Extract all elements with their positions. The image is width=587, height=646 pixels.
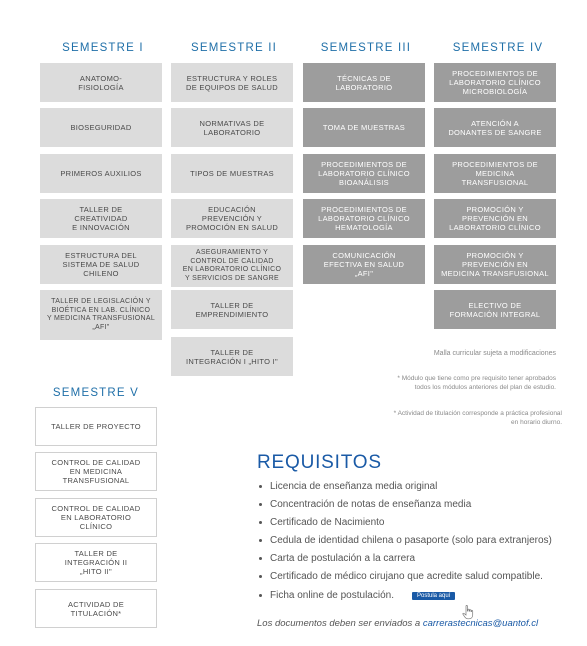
semester-5-title: SEMESTRE V (52, 387, 140, 399)
course-box: TALLER DE INTEGRACIÓN I „HITO I" (171, 337, 293, 376)
modulo-note: * Módulo que tiene como pre requisito tener aprobados todos los módulos anteriores del plan de estudio. (397, 375, 556, 391)
course-box: PROCEDIMIENTOS DE LABORATORIO CLÍNICO HEMATOLOGÍA (303, 199, 425, 238)
course-box: TALLER DE CREATIVIDAD E INNOVACIÓN (40, 199, 162, 238)
req-item (259, 517, 385, 528)
course-box: COMUNICACIÓN EFECTIVA EN SALUD „AFI" (303, 245, 425, 284)
req-item (259, 571, 543, 582)
course-box: ACTIVIDAD DE TITULACIÓN* (35, 589, 157, 628)
course-box: TALLER DE INTEGRACIÓN II „HITO II" (35, 543, 157, 582)
course-box: TOMA DE MUESTRAS (303, 108, 425, 147)
semester-2-title: SEMESTRE II (190, 42, 278, 54)
course-box: ASEGURAMIENTO Y CONTROL DE CALIDAD EN LABORATORIO CLÍNICO Y SERVICIOS DE SANGRE (171, 245, 293, 287)
course-box: NORMATIVAS DE LABORATORIO (171, 108, 293, 147)
req-item (259, 499, 471, 510)
req-item-label: Cedula de identidad chilena o pasaporte (solo para extranjeros) (270, 535, 552, 546)
course-box: PROMOCIÓN Y PREVENCIÓN EN MEDICINA TRANSFUSIONAL (434, 245, 556, 284)
req-item (259, 590, 455, 601)
req-item-label: Licencia de enseñanza media original (270, 481, 438, 492)
course-box: TALLER DE EMPRENDIMIENTO (171, 290, 293, 329)
req-item-label: Certificado de médico cirujano que acredite salud compatible. (270, 571, 543, 582)
course-box: PROMOCIÓN Y PREVENCIÓN EN LABORATORIO CLÍNICO (434, 199, 556, 238)
req-item (259, 535, 552, 546)
course-box: PROCEDIMIENTOS DE LABORATORIO CLÍNICO BIOANÁLISIS (303, 154, 425, 193)
bullet-icon (259, 485, 262, 488)
req-item-label: Ficha online de postulación. (270, 590, 394, 601)
req-item-label: Concentración de notas de enseñanza media (270, 499, 472, 510)
course-box: ANATOMO- FISIOLOGÍA (40, 63, 162, 102)
course-box: PRIMEROS AUXILIOS (40, 154, 162, 193)
req-item-label: Certificado de Nacimiento (270, 517, 385, 528)
req-item (259, 553, 415, 564)
bullet-icon (259, 575, 262, 578)
course-box: PROCEDIMIENTOS DE MEDICINA TRANSFUSIONAL (434, 154, 556, 193)
course-box: TALLER DE PROYECTO (35, 407, 157, 446)
course-box: TIPOS DE MUESTRAS (171, 154, 293, 193)
bullet-icon (259, 521, 262, 524)
semester-1-title: SEMESTRE I (62, 42, 144, 54)
course-box: TÉCNICAS DE LABORATORIO (303, 63, 425, 102)
footer-email-link[interactable]: carrerastecnicas@uantof.cl (422, 618, 539, 629)
malla-note: Malla curricular sujeta a modificaciones (433, 350, 556, 357)
req-item-label: Carta de postulación a la carrera (270, 553, 416, 564)
footer-text: Los documentos deben ser enviados a (257, 618, 421, 629)
course-box: ATENCIÓN A DONANTES DE SANGRE (434, 108, 556, 147)
postula-button[interactable]: Postula aquí (412, 592, 455, 600)
bullet-icon (259, 539, 262, 542)
course-box: ESTRUCTURA Y ROLES DE EQUIPOS DE SALUD (171, 63, 293, 102)
actividad-note: * Actividad de titulación corresponde a práctica profesional en horario diurno. (393, 410, 562, 426)
bullet-icon (259, 594, 262, 597)
course-box: TALLER DE LEGISLACIÓN Y BIOÉTICA EN LAB. CLÍNICO Y MEDICINA TRANSFUSIONAL „AFI" (40, 290, 162, 340)
requisitos-title: REQUISITOS (257, 452, 382, 473)
course-box: PROCEDIMIENTOS DE LABORATORIO CLÍNICO MICROBIOLOGÍA (434, 63, 556, 102)
bullet-icon (259, 557, 262, 560)
course-box: CONTROL DE CALIDAD EN LABORATORIO CLÍNICO (35, 498, 157, 537)
semester-4-title: SEMESTRE IV (452, 42, 544, 54)
course-box: ELECTIVO DE FORMACIÓN INTEGRAL (434, 290, 556, 329)
course-box: BIOSEGURIDAD (40, 108, 162, 147)
semester-3-title: SEMESTRE III (320, 42, 412, 54)
course-box: CONTROL DE CALIDAD EN MEDICINA TRANSFUSIONAL (35, 452, 157, 491)
req-item (259, 481, 437, 492)
bullet-icon (259, 503, 262, 506)
course-box: EDUCACIÓN PREVENCIÓN Y PROMOCIÓN EN SALUD (171, 199, 293, 238)
footer-line (257, 618, 538, 629)
course-box: ESTRUCTURA DEL SISTEMA DE SALUD CHILENO (40, 245, 162, 284)
